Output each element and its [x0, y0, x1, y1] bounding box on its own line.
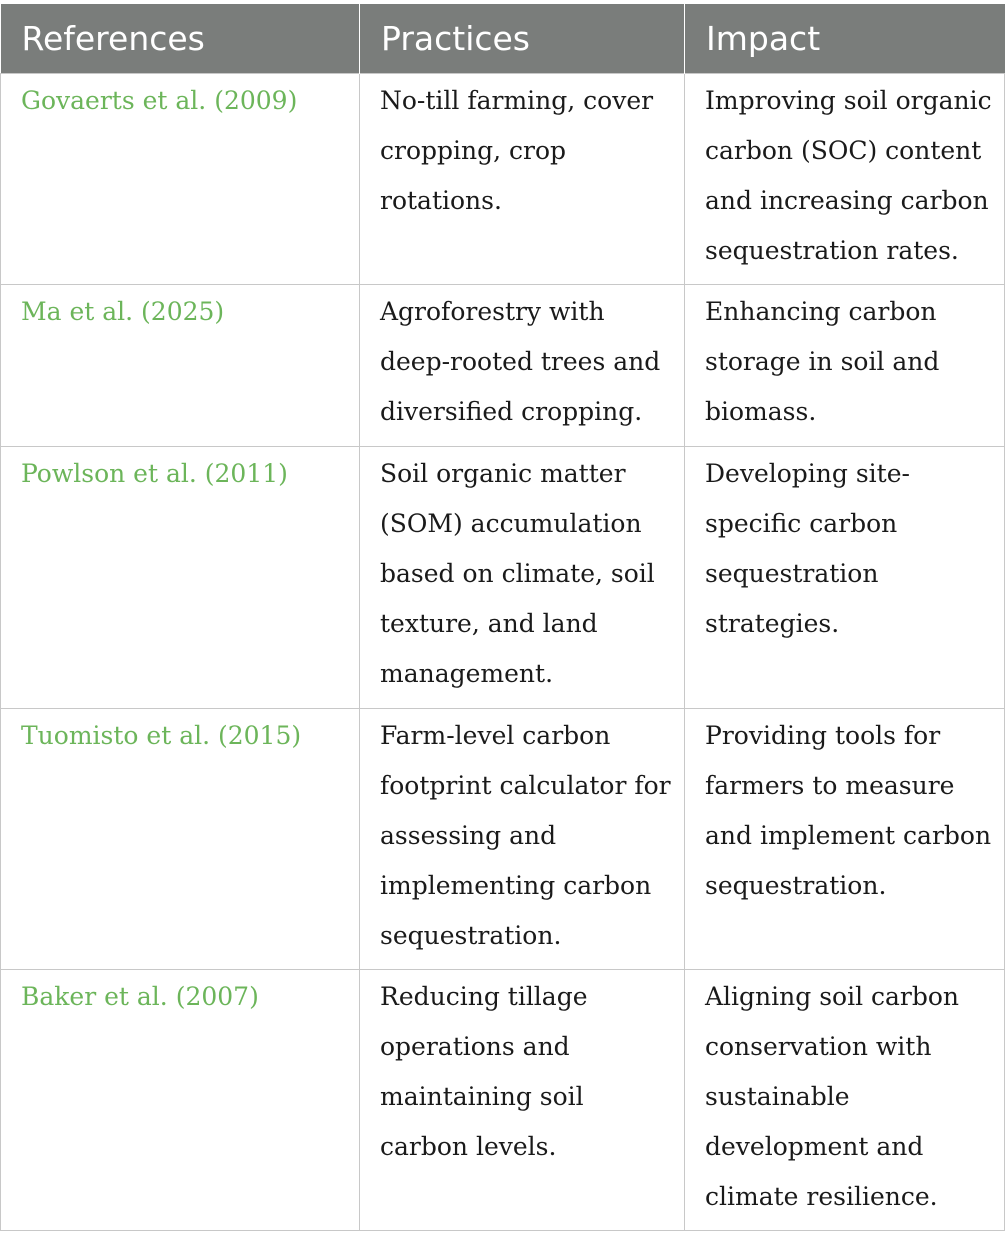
table-row — [1, 73, 1005, 284]
practices-cell: Reducing tillage operations and maintaining soil carbon levels. — [360, 969, 685, 1230]
impact-cell: Aligning soil carbon conservation with sustainable development and climate resilience. — [685, 969, 1005, 1230]
table-header — [1, 4, 1005, 73]
practices-cell: Agroforestry with deep-rooted trees and diversified cropping. — [360, 284, 685, 446]
impact-cell: Providing tools for farmers to measure and implement carbon sequestration. — [685, 708, 1005, 969]
reference-link[interactable]: Baker et al. (2007) — [1, 969, 360, 1230]
table-body — [1, 73, 1005, 1230]
practices-cell: No-till farming, cover cropping, crop rotations. — [360, 73, 685, 284]
table-row — [1, 708, 1005, 969]
header-row — [1, 4, 1005, 73]
impact-cell: Enhancing carbon storage in soil and biomass. — [685, 284, 1005, 446]
reference-link[interactable]: Tuomisto et al. (2015) — [1, 708, 360, 969]
reference-link[interactable]: Ma et al. (2025) — [1, 284, 360, 446]
table-row — [1, 969, 1005, 1230]
header-references: References — [1, 4, 360, 73]
references-table — [0, 4, 1005, 1231]
header-impact: Impact — [685, 4, 1005, 73]
practices-cell: Soil organic matter (SOM) accumulation based on climate, soil texture, and land management. — [360, 446, 685, 708]
practices-cell: Farm-level carbon footprint calculator for assessing and implementing carbon sequestration. — [360, 708, 685, 969]
header-practices: Practices — [360, 4, 685, 73]
impact-cell: Improving soil organic carbon (SOC) content and increasing carbon sequestration rates. — [685, 73, 1005, 284]
reference-link[interactable]: Powlson et al. (2011) — [1, 446, 360, 708]
reference-link[interactable]: Govaerts et al. (2009) — [1, 73, 360, 284]
table-row — [1, 446, 1005, 708]
table-row — [1, 284, 1005, 446]
impact-cell: Developing site-specific carbon sequestration strategies. — [685, 446, 1005, 708]
